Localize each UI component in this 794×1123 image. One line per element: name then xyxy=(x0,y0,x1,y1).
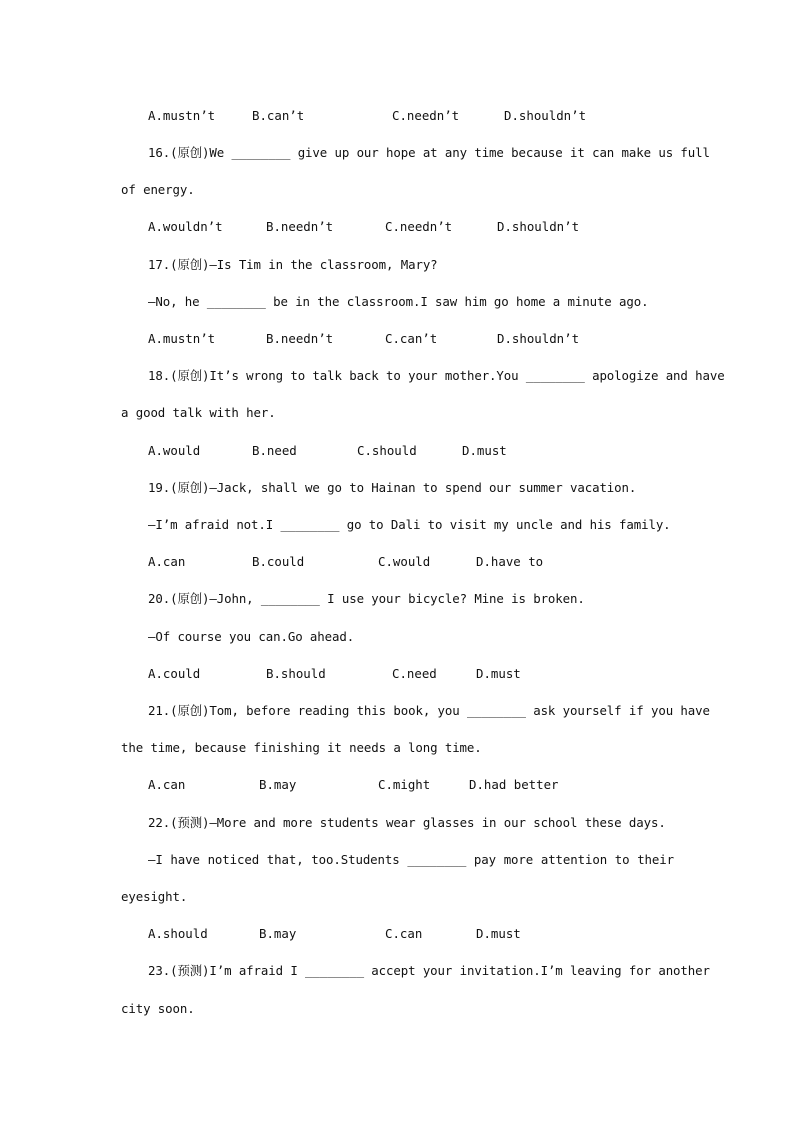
option-d: D.have to xyxy=(476,554,544,569)
question-stem: 19.(原创)—Jack, shall we go to Hainan to spend our summer vacation. xyxy=(148,480,637,495)
options-row xyxy=(0,443,794,459)
option-a: A.can xyxy=(148,777,186,792)
option-b: B.needn’t xyxy=(266,219,334,234)
question-stem-continuation: the time, because finishing it needs a long time. xyxy=(121,740,482,755)
question-stem: 17.(原创)—Is Tim in the classroom, Mary? xyxy=(148,257,438,272)
options-row xyxy=(0,926,794,942)
dialogue-line: —Of course you can.Go ahead. xyxy=(148,629,355,644)
option-b: B.can’t xyxy=(252,108,305,123)
option-d: D.must xyxy=(476,926,521,941)
option-c: C.would xyxy=(378,554,431,569)
option-b: B.should xyxy=(266,666,326,681)
options-row xyxy=(0,219,794,235)
option-d: D.shouldn’t xyxy=(504,108,587,123)
option-b: B.need xyxy=(252,443,297,458)
option-c: C.need xyxy=(392,666,437,681)
option-c: C.can’t xyxy=(385,331,438,346)
option-a: A.wouldn’t xyxy=(148,219,223,234)
question-stem: 21.(原创)Tom, before reading this book, you ________ ask yourself if you have xyxy=(148,703,710,718)
options-row xyxy=(0,666,794,682)
option-a: A.can xyxy=(148,554,186,569)
option-b: B.needn’t xyxy=(266,331,334,346)
question-stem: 20.(原创)—John, ________ I use your bicycle? Mine is broken. xyxy=(148,591,585,606)
option-b: B.may xyxy=(259,926,297,941)
option-b: B.may xyxy=(259,777,297,792)
dialogue-line: —I’m afraid not.I ________ go to Dali to visit my uncle and his family. xyxy=(148,517,671,532)
option-a: A.would xyxy=(148,443,201,458)
dialogue-line: —I have noticed that, too.Students ________ pay more attention to their xyxy=(148,852,674,867)
option-d: D.shouldn’t xyxy=(497,219,580,234)
option-d: D.shouldn’t xyxy=(497,331,580,346)
question-stem: 23.(预测)I’m afraid I ________ accept your invitation.I’m leaving for another xyxy=(148,963,710,978)
option-a: A.should xyxy=(148,926,208,941)
dialogue-line: —No, he ________ be in the classroom.I saw him go home a minute ago. xyxy=(148,294,649,309)
option-d: D.must xyxy=(476,666,521,681)
option-d: D.must xyxy=(462,443,507,458)
options-row xyxy=(0,554,794,570)
question-stem: 16.(原创)We ________ give up our hope at any time because it can make us full xyxy=(148,145,710,160)
option-c: C.needn’t xyxy=(385,219,453,234)
option-d: D.had better xyxy=(469,777,559,792)
option-c: C.might xyxy=(378,777,431,792)
options-row xyxy=(0,777,794,793)
option-c: C.needn’t xyxy=(392,108,460,123)
question-stem-continuation: of energy. xyxy=(121,182,195,197)
question-stem: 22.(预测)—More and more students wear glasses in our school these days. xyxy=(148,815,666,830)
options-row xyxy=(0,331,794,347)
option-a: A.could xyxy=(148,666,201,681)
option-c: C.can xyxy=(385,926,423,941)
option-a: A.mustn’t xyxy=(148,331,216,346)
question-stem-continuation: city soon. xyxy=(121,1001,195,1016)
option-b: B.could xyxy=(252,554,305,569)
option-a: A.mustn’t xyxy=(148,108,216,123)
option-c: C.should xyxy=(357,443,417,458)
question-stem-continuation: a good talk with her. xyxy=(121,405,276,420)
options-row xyxy=(0,108,794,124)
question-stem: 18.(原创)It’s wrong to talk back to your mother.You ________ apologize and have xyxy=(148,368,725,383)
dialogue-line-continuation: eyesight. xyxy=(121,889,188,904)
